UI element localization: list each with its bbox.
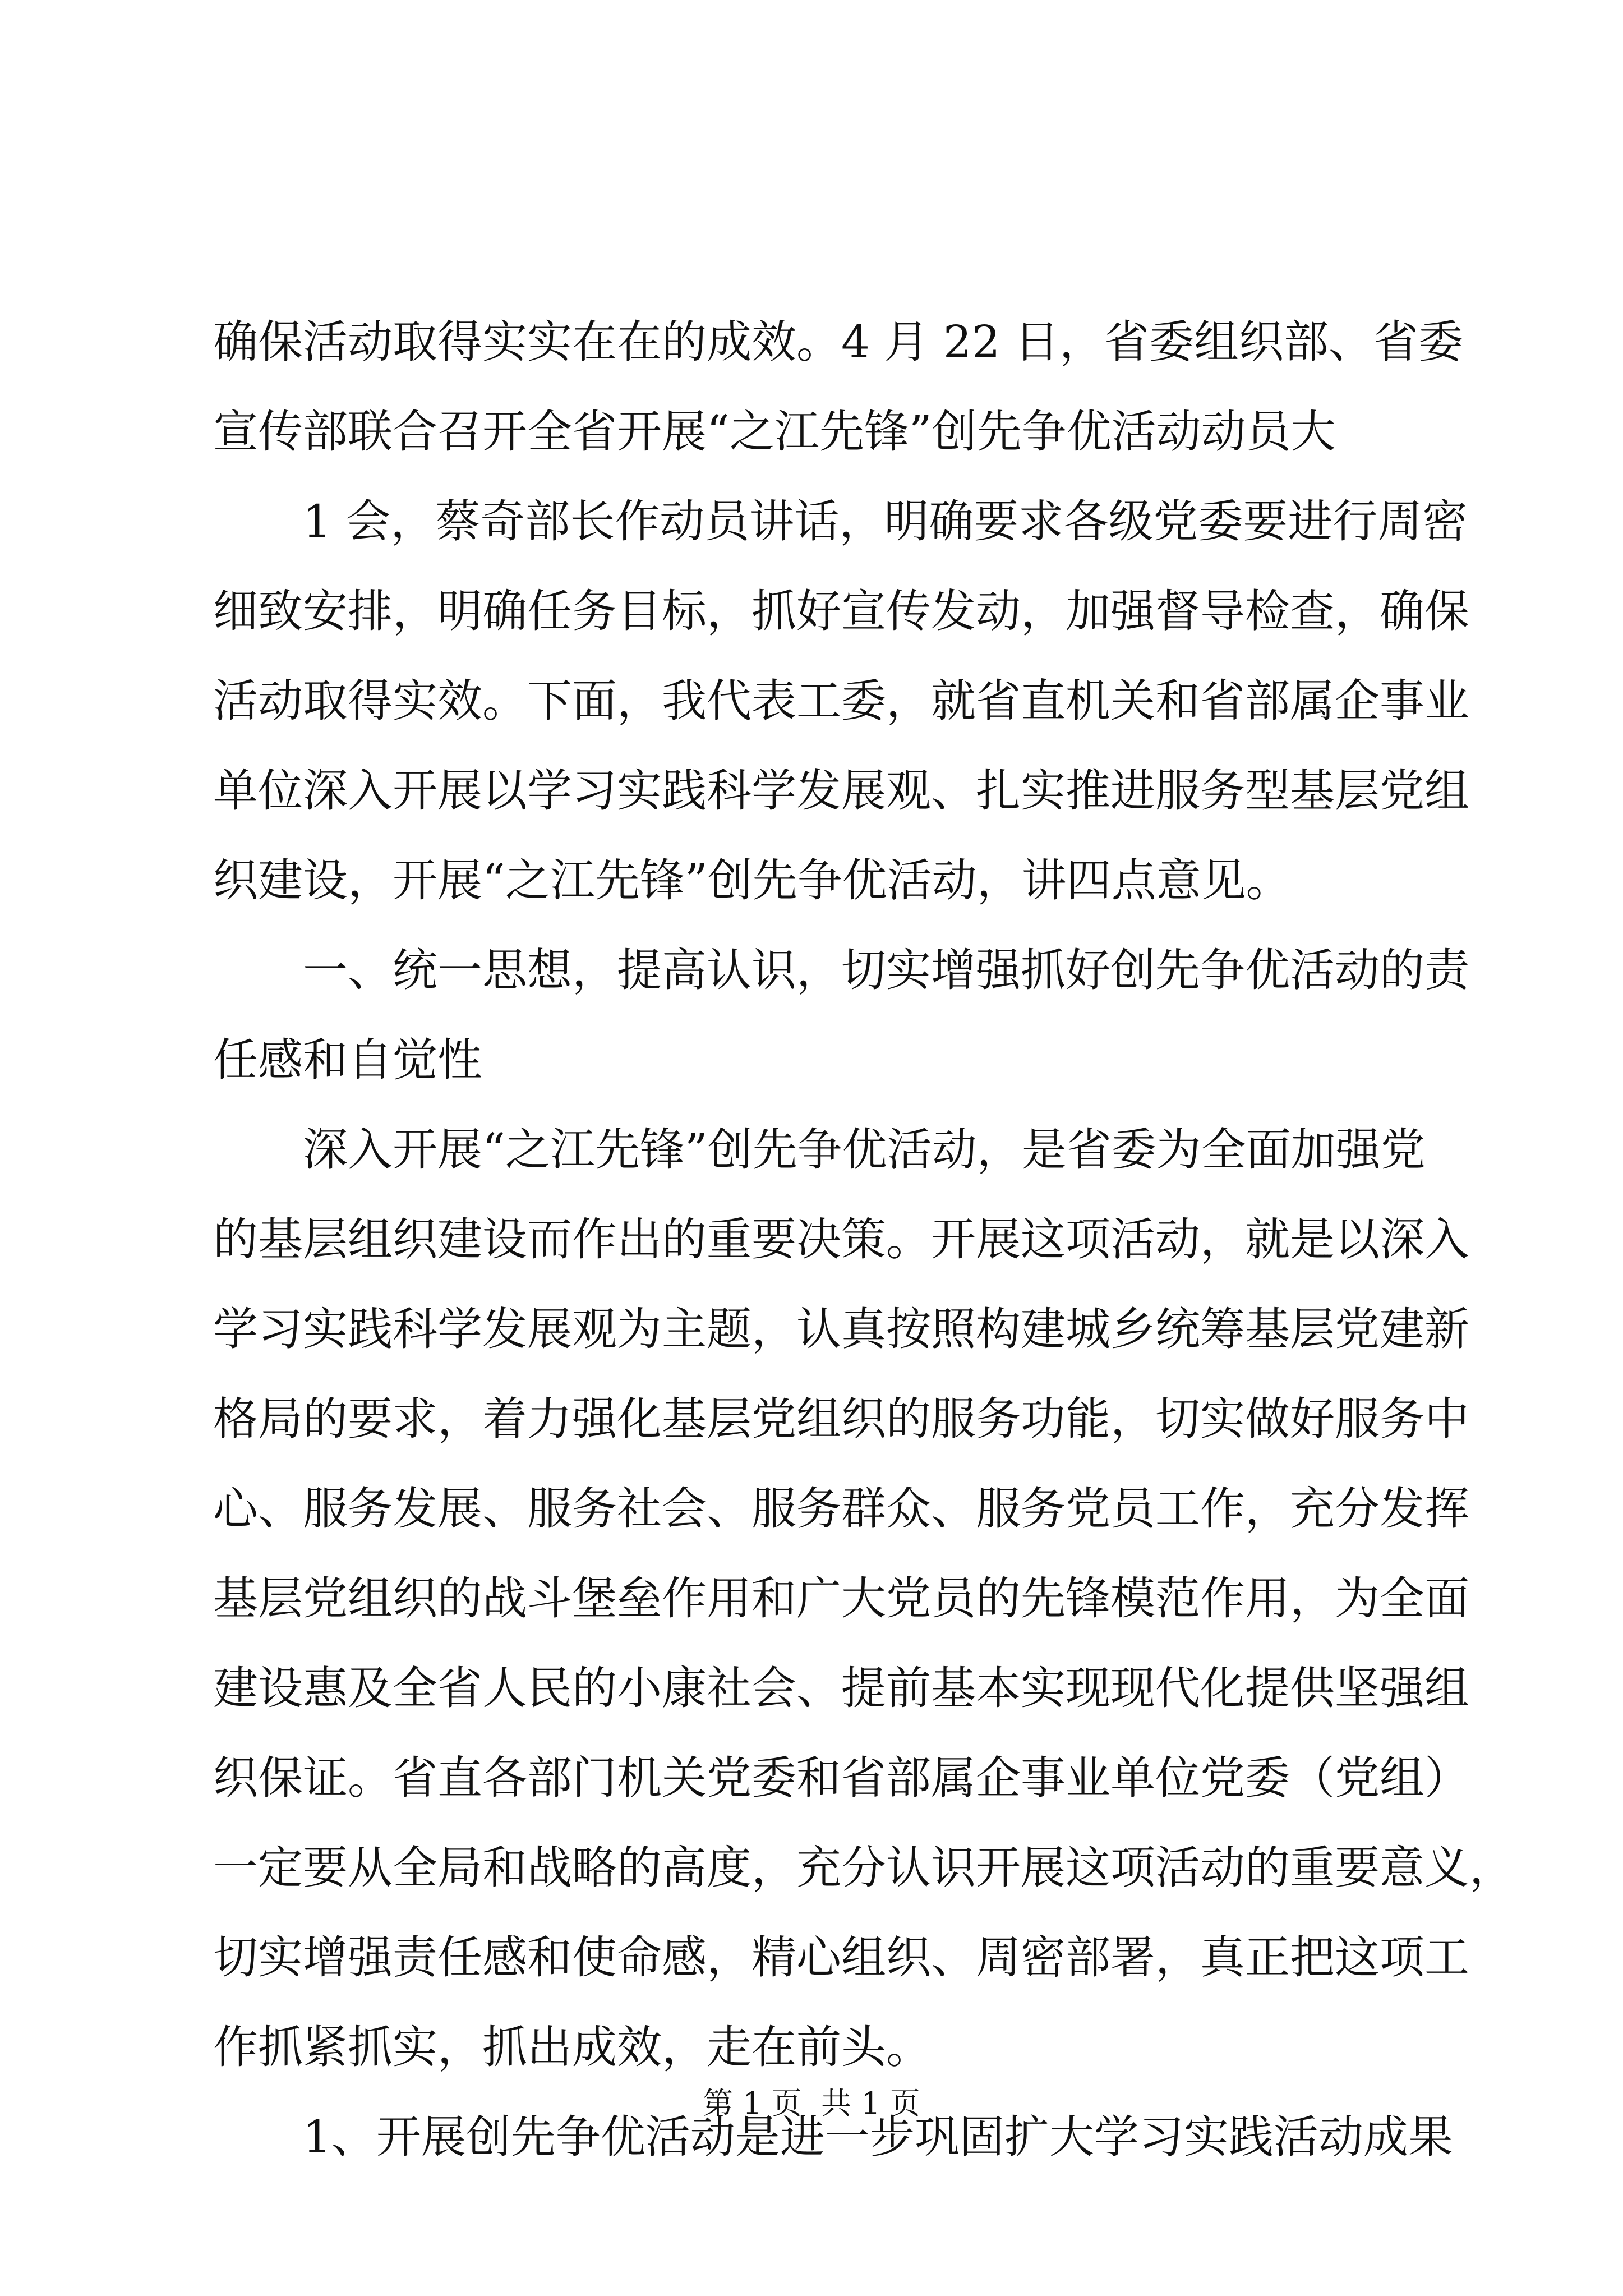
text-line: 心、服务发展、服务社会、服务群众、服务党员工作，充分发挥 — [213, 1483, 1469, 1535]
text-line: 建设惠及全省人民的小康社会、提前基本实现现代化提供坚强组 — [213, 1662, 1469, 1714]
text-line: 任感和自觉性 — [213, 1034, 482, 1086]
text-line: 确保活动取得实实在在的成效。4 月 22 日，省委组织部、省委 — [213, 316, 1463, 368]
text-line: 细致安排，明确任务目标，抓好宣传发动，加强督导检查，确保 — [213, 585, 1469, 637]
text-line: 的基层组织建设而作出的重要决策。开展这项活动，就是以深入 — [213, 1213, 1469, 1266]
text-line: 1 会，蔡奇部长作动员讲话，明确要求各级党委要进行周密 — [303, 495, 1468, 547]
text-line: 格局的要求，着力强化基层党组织的服务功能，切实做好服务中 — [213, 1393, 1469, 1445]
text-line: 切实增强责任感和使命感，精心组织、周密部署，真正把这项工 — [213, 1931, 1469, 1984]
text-line: 单位深入开展以学习实践科学发展观、扎实推进服务型基层党组 — [213, 765, 1469, 817]
text-line: 一定要从全局和战略的高度，充分认识开展这项活动的重要意义， — [213, 1842, 1514, 1894]
text-line: 一、统一思想，提高认识，切实增强抓好创先争优活动的责 — [303, 944, 1469, 996]
text-line: 深入开展“之江先锋”创先争优活动，是省委为全面加强党 — [303, 1124, 1426, 1176]
text-line: 学习实践科学发展观为主题，认真按照构建城乡统筹基层党建新 — [213, 1303, 1469, 1355]
text-line: 1、开展创先争优活动是进一步巩固扩大学习实践活动成果 — [303, 2111, 1453, 2163]
text-line: 织建设，开展“之江先锋”创先争优活动，讲四点意见。 — [213, 854, 1291, 907]
text-line: 作抓紧抓实，抓出成效，走在前头。 — [213, 2021, 931, 2073]
text-line: 宣传部联合召开全省开展“之江先锋”创先争优活动动员大 — [213, 406, 1336, 458]
text-line: 织保证。省直各部门机关党委和省部属企事业单位党委（党组） — [213, 1752, 1469, 1804]
document-body — [213, 297, 1514, 2182]
text-line: 基层党组织的战斗堡垒作用和广大党员的先锋模范作用，为全面 — [213, 1572, 1469, 1625]
page-footer: 第 1 页 共 1 页 — [703, 2086, 920, 2121]
text-line: 活动取得实效。下面，我代表工委，就省直机关和省部属企事业 — [213, 675, 1469, 727]
